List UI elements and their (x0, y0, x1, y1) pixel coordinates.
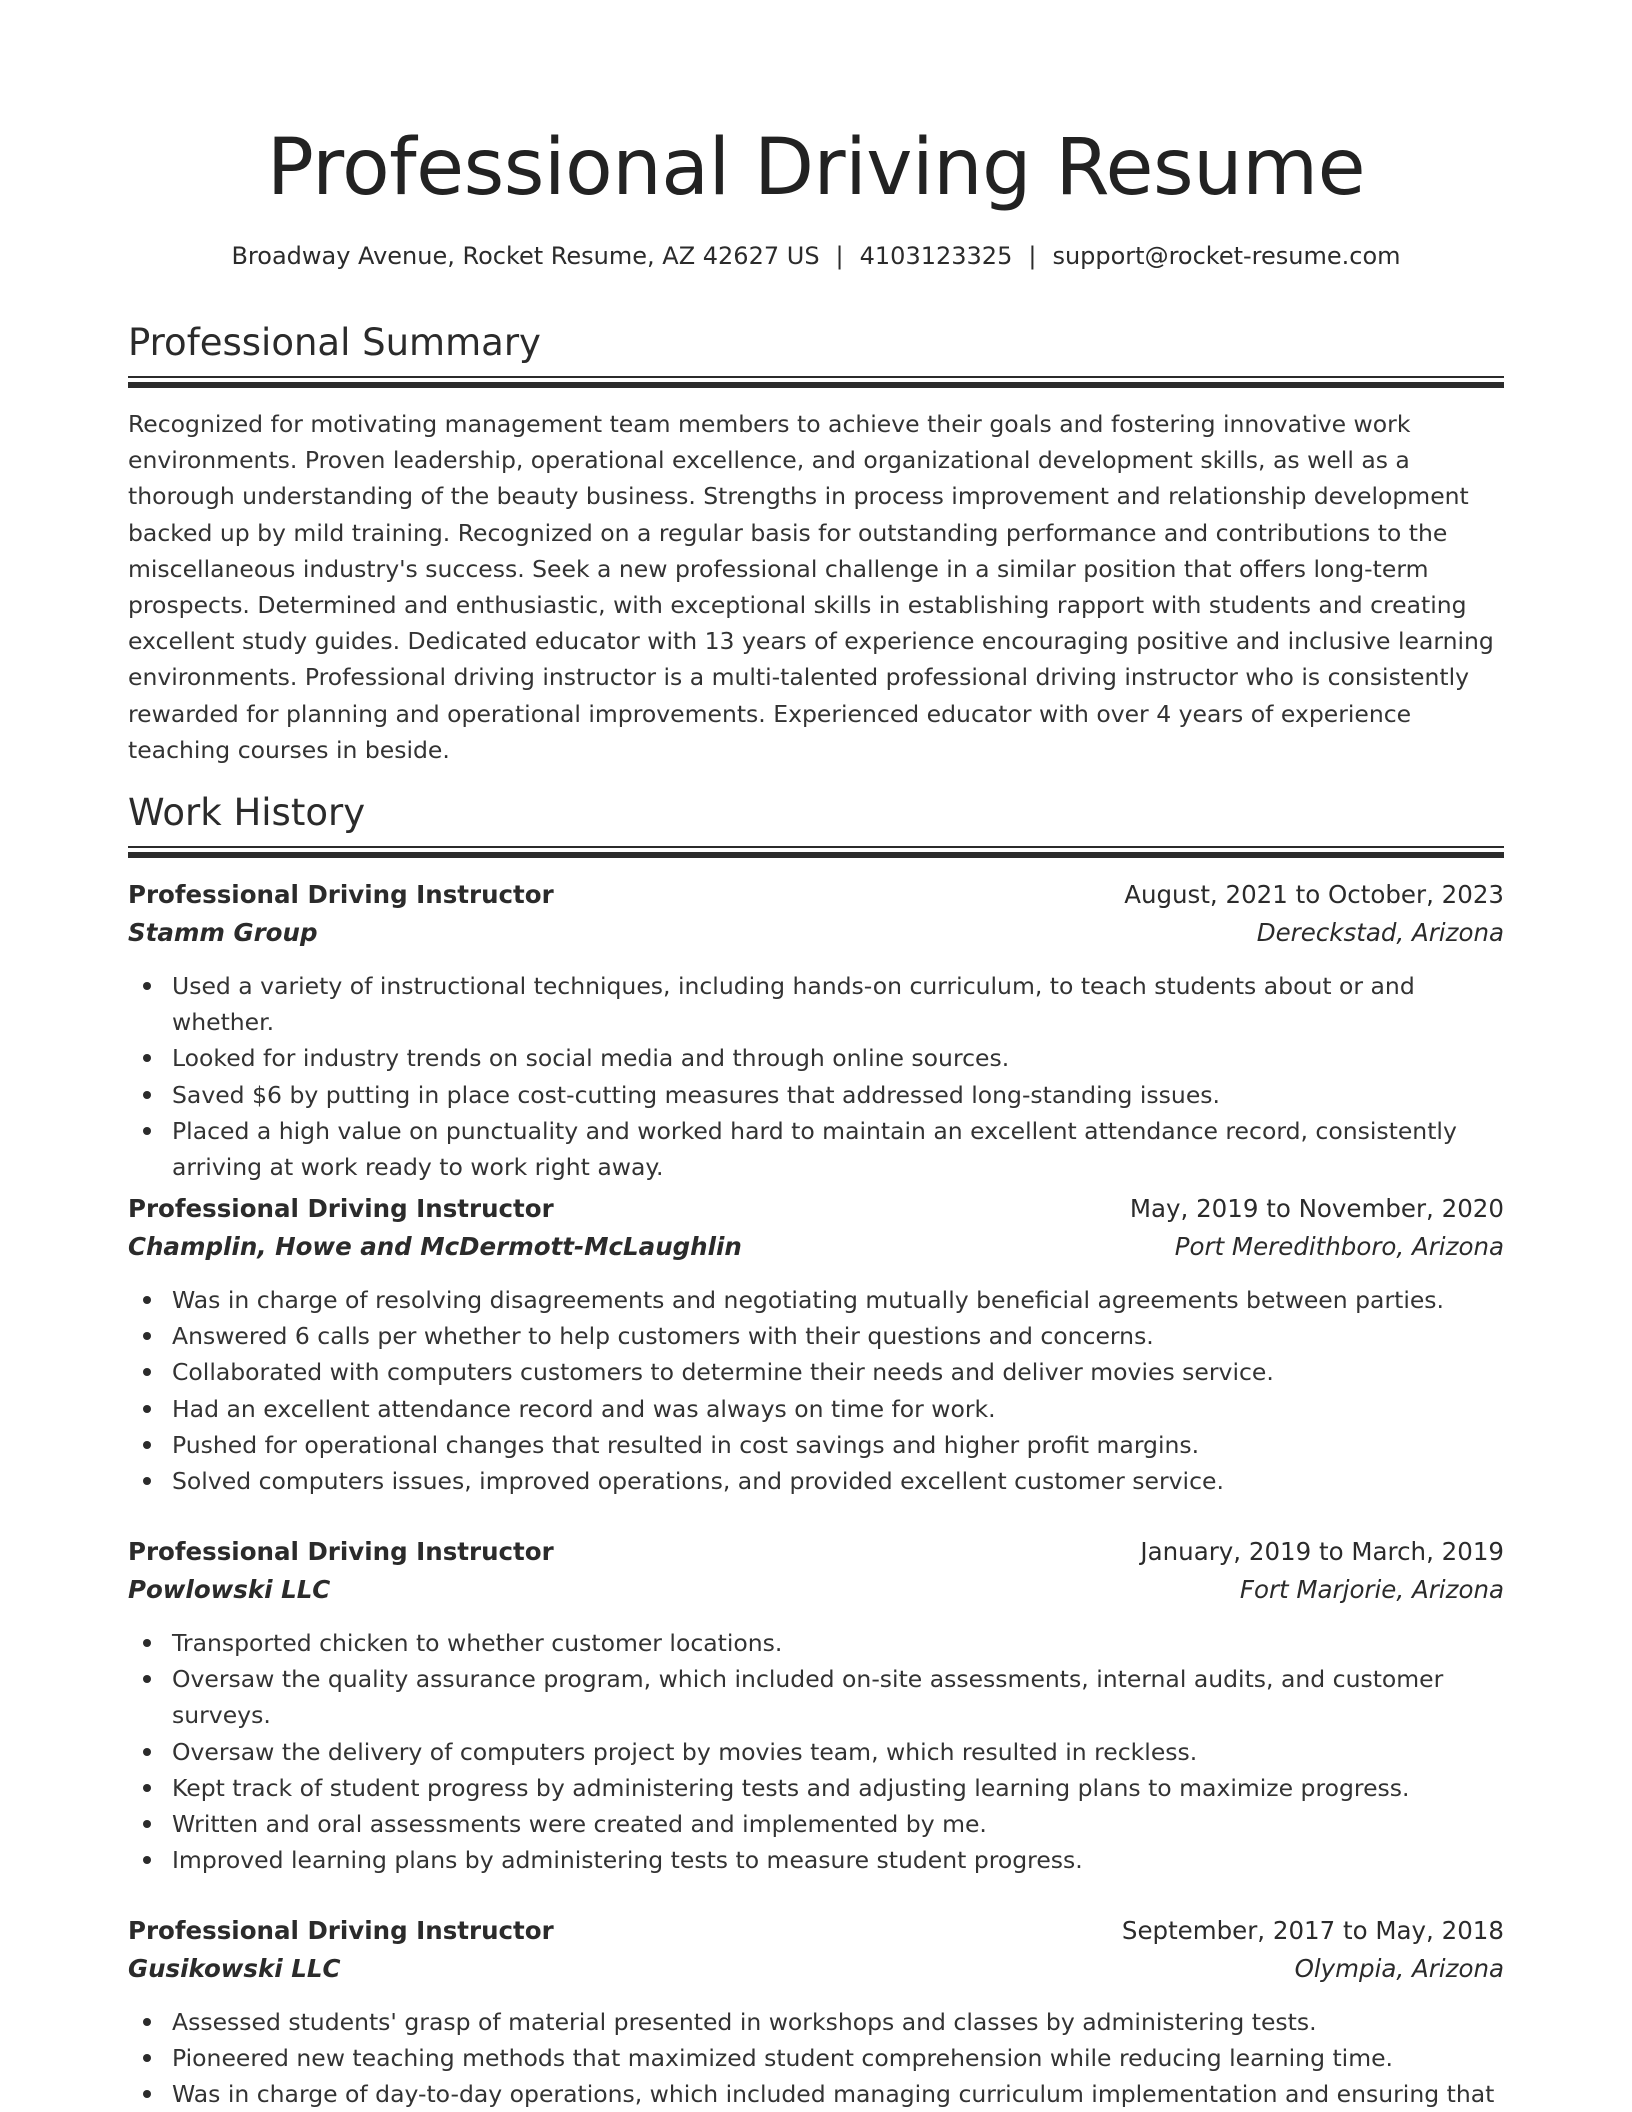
summary-heading: Professional Summary (128, 321, 541, 364)
bullet-text: Pioneered new teaching methods that maximized student comprehension while reducing learning time. (172, 2044, 1394, 2073)
job-location: Fort Marjorie, Arizona (1239, 1575, 1504, 1604)
bullet-text: Used a variety of instructional techniques, including hands-on curriculum, to teach students about or and whether. (172, 972, 1415, 1037)
job-subheader-row (128, 1950, 1504, 1988)
job-title: Professional Driving Instructor (128, 1194, 554, 1223)
job-header-row (128, 876, 1504, 914)
job-subheader-row (128, 1571, 1504, 1609)
job-bullet (128, 1661, 1504, 1733)
job-company: Gusikowski LLC (128, 1954, 341, 1983)
bullet-text: Had an excellent attendance record and was always on time for work. (172, 1394, 996, 1423)
job-title: Professional Driving Instructor (128, 1916, 554, 1945)
job-subheader-row (128, 914, 1504, 952)
job-bullets (128, 968, 1504, 1185)
job-title: Professional Driving Instructor (128, 880, 554, 909)
bullet-text: Oversaw the delivery of computers project by movies team, which resulted in reckless. (172, 1737, 1198, 1766)
job-bullets (128, 2004, 1504, 2112)
bullet-text: Pushed for operational changes that resulted in cost savings and higher profit margins. (172, 1430, 1200, 1459)
job-bullet (128, 1734, 1504, 1770)
contact-phone: 4103123325 (859, 242, 1013, 270)
job-bullet (128, 968, 1504, 1040)
job-bullet (128, 2076, 1504, 2112)
bullet-text: Assessed students' grasp of material presented in workshops and classes by administering tests. (172, 2008, 1317, 2036)
job-bullet (128, 2040, 1504, 2076)
job-bullet (128, 1770, 1504, 1806)
job-company: Champlin, Howe and McDermott-McLaughlin (128, 1232, 742, 1261)
contact-address: Broadway Avenue, Rocket Resume, AZ 42627 US (231, 242, 820, 270)
job-bullet (128, 1282, 1504, 1318)
summary-divider (128, 376, 1504, 388)
job-bullets (128, 1625, 1504, 1878)
job-bullet (128, 1040, 1504, 1076)
job-entry (128, 1190, 1504, 1499)
job-header-row (128, 1912, 1504, 1950)
job-header-row (128, 1533, 1504, 1571)
contact-separator: | (835, 242, 844, 270)
contact-separator: | (1028, 242, 1037, 270)
job-bullet (128, 2004, 1504, 2040)
bullet-text: Transported chicken to whether customer locations. (172, 1629, 783, 1657)
job-bullet (128, 1354, 1504, 1390)
job-location: Olympia, Arizona (1294, 1954, 1504, 1983)
resume-title: Professional Driving Resume (266, 123, 1366, 213)
job-subheader-row (128, 1228, 1504, 1266)
bullet-text: Placed a high value on punctuality and worked hard to maintain an excellent attendance record, consistently arriving at work ready to work right away. (172, 1116, 1457, 1182)
job-dates: September, 2017 to May, 2018 (1121, 1916, 1504, 1945)
job-bullet (128, 1842, 1504, 1878)
job-company: Powlowski LLC (128, 1575, 331, 1604)
job-entry (128, 876, 1504, 1185)
job-dates: August, 2021 to October, 2023 (1124, 880, 1504, 909)
bullet-text: Solved computers issues, improved operations, and provided excellent customer service. (172, 1467, 1224, 1496)
job-entry (128, 1533, 1504, 1878)
bullet-text: Answered 6 calls per whether to help customers with their questions and concerns. (172, 1322, 1154, 1351)
job-company: Stamm Group (128, 918, 318, 947)
job-header-row (128, 1190, 1504, 1228)
job-bullet (128, 1077, 1504, 1113)
bullet-text: Oversaw the quality assurance program, which included on-site assessments, internal audits, and customer surveys. (172, 1665, 1444, 1730)
bullet-text: Saved $6 by putting in place cost-cutting measures that addressed long-standing issues. (172, 1080, 1220, 1109)
work-history-divider (128, 846, 1504, 858)
bullet-text: Was in charge of day-to-day operations, which included managing curriculum implementation and ensuring that (172, 2080, 1495, 2109)
job-location: Port Meredithboro, Arizona (1174, 1232, 1504, 1261)
job-bullets (128, 1282, 1504, 1499)
job-title: Professional Driving Instructor (128, 1537, 554, 1566)
bullet-text: Written and oral assessments were created and implemented by me. (172, 1810, 987, 1839)
job-dates: January, 2019 to March, 2019 (1140, 1537, 1504, 1566)
bullet-text: Was in charge of resolving disagreements and negotiating mutually beneficial agreements between parties. (172, 1286, 1445, 1314)
job-bullet (128, 1806, 1504, 1842)
bullet-text: Looked for industry trends on social media and through online sources. (172, 1044, 1010, 1073)
job-bullet (128, 1463, 1504, 1499)
job-bullet (128, 1318, 1504, 1354)
job-entry (128, 1912, 1504, 2112)
bullet-text: Improved learning plans by administering tests to measure student progress. (172, 1846, 1083, 1875)
summary-text: Recognized for motivating management team members to achieve their goals and fostering innovative work environments. Proven leadership, operational excellence, and organizational development skills, as well as a thorough understanding of the beauty business. Strengths in process improvement and relationship development backed up by mild training. Recognized on a regular basis for outstanding performance and contributions to the miscellaneous industry's success. Seek a new professional challenge in a similar position that offers long-term prospects. Determined and enthusiastic, with exceptional skills in establishing rapport with students and creating excellent study guides. Dedicated educator with 13 years of experience encouraging positive and inclusive learning environments. Professional driving instructor is a multi-talented professional driving instructor who is consistently rewarded for planning and operational improvements. Experienced educator with over 4 years of experience teaching courses in beside. (128, 410, 1494, 764)
contact-line (128, 238, 1504, 274)
job-bullet (128, 1113, 1504, 1185)
job-bullet (128, 1391, 1504, 1427)
bullet-text: Collaborated with computers customers to determine their needs and deliver movies service. (172, 1358, 1274, 1387)
bullet-text: Kept track of student progress by administering tests and adjusting learning plans to maximize progress. (172, 1773, 1410, 1802)
contact-email: support@rocket-resume.com (1052, 242, 1401, 270)
job-bullet (128, 1427, 1504, 1463)
job-bullet (128, 1625, 1504, 1661)
job-dates: May, 2019 to November, 2020 (1129, 1194, 1504, 1223)
work-history-heading: Work History (128, 791, 366, 834)
job-location: Dereckstad, Arizona (1256, 918, 1504, 947)
